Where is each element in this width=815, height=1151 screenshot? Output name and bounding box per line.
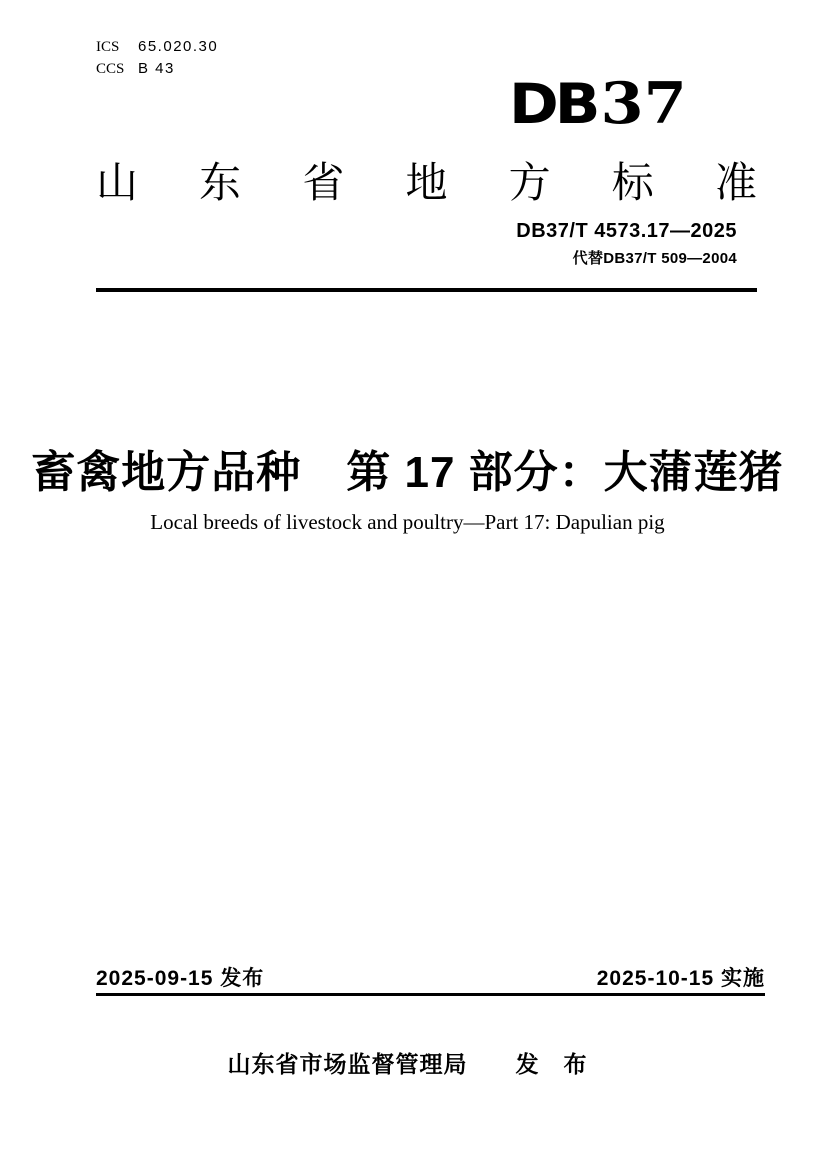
bottom-horizontal-rule (96, 993, 765, 996)
standard-number: DB37/T 4573.17—2025 (516, 220, 737, 242)
replaced-standard-number: 代替DB37/T 509—2004 (572, 250, 737, 267)
classification-codes (96, 36, 218, 80)
ics-code-row (96, 36, 218, 58)
ics-value: 65.020.30 (138, 38, 219, 55)
standard-category-name (96, 150, 757, 210)
db37-logo-number: 37 (600, 69, 687, 137)
ccs-value: B 43 (138, 60, 175, 77)
title-chinese: 畜禽地方品种 第 17 部分：大蒲莲猪 (31, 448, 784, 497)
title-english: Local breeds of livestock and poultry—Part 17: Dapulian pig (150, 510, 665, 534)
document-number-block (516, 220, 737, 268)
date-row (96, 962, 765, 992)
implementation-date: 2025-10-15 实施 (596, 967, 765, 990)
standard-category-char: 标 (611, 159, 654, 206)
ccs-code-row (96, 58, 218, 80)
standard-category-char: 地 (405, 159, 448, 206)
top-horizontal-rule (96, 288, 757, 292)
db37-logo-db: DB (509, 72, 597, 137)
db37-logo (509, 69, 687, 137)
issue-date: 2025-09-15 发布 (96, 967, 265, 990)
standard-category-char: 省 (302, 159, 345, 206)
ccs-label: CCS (96, 61, 125, 77)
ics-label: ICS (96, 39, 120, 55)
publisher-line: 山东省市场监督管理局 发 布 (227, 1051, 588, 1077)
standard-category-char: 准 (714, 159, 757, 206)
standard-category-char: 东 (199, 159, 242, 206)
standard-category-char: 山 (96, 159, 139, 206)
standard-category-char: 方 (508, 159, 551, 206)
